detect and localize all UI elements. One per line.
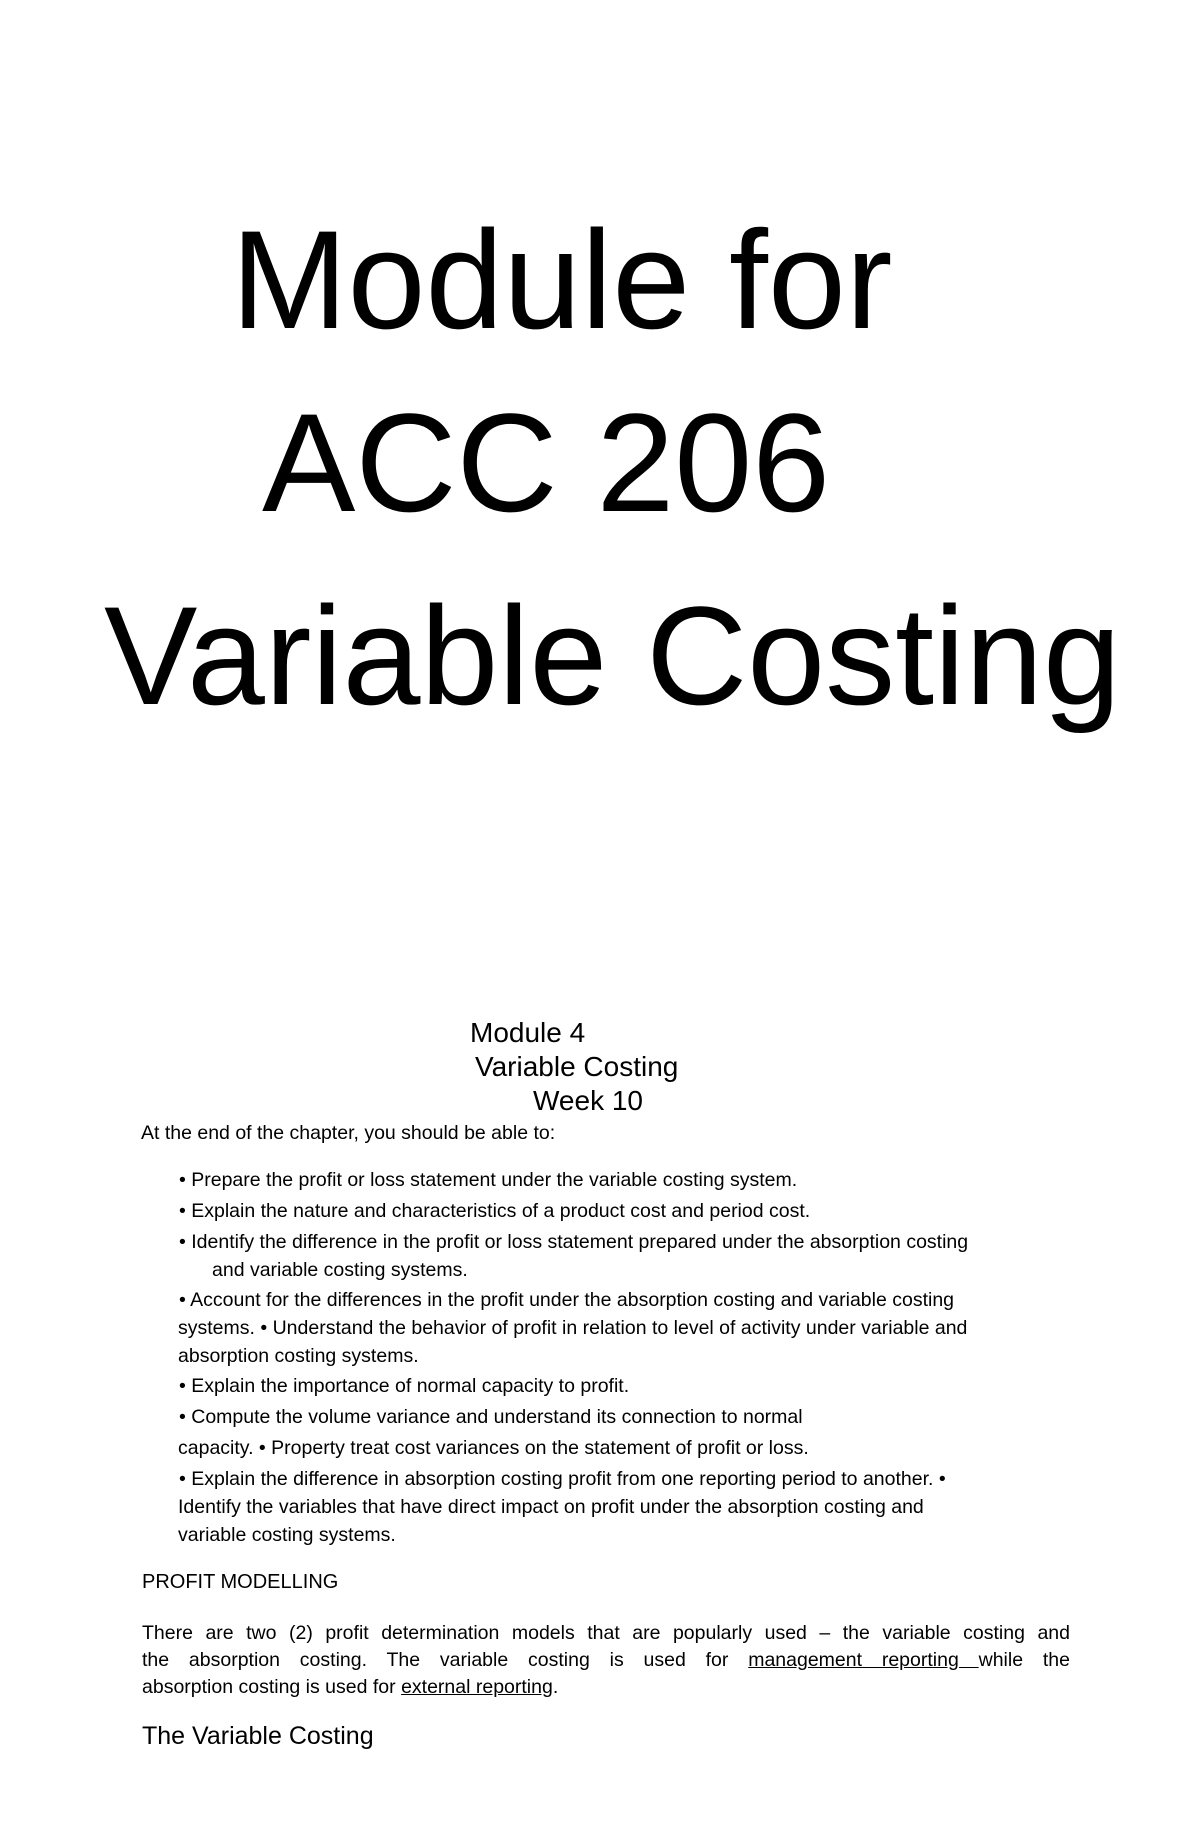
objective-item: • Compute the volume variance and understand its connection to normal <box>179 1406 803 1428</box>
objective-item-continued: and variable costing systems. <box>212 1259 468 1281</box>
cover-title-line-1: Module for <box>231 201 893 358</box>
cover-title-line-2: ACC 206 <box>262 384 831 541</box>
objective-item: • Identify the difference in the profit or loss statement prepared under the absorption costing <box>179 1231 969 1253</box>
objective-item: • Explain the nature and characteristics of a product cost and period cost. <box>179 1200 811 1222</box>
objective-item-continued: Identify the variables that have direct impact on profit under the absorption costing and <box>178 1496 924 1518</box>
paragraph-line-1: There are two (2) profit determination models that are popularly used – the variable costing and <box>142 1622 1070 1644</box>
objective-item-continued: variable costing systems. <box>178 1524 396 1546</box>
objectives-intro: At the end of the chapter, you should be able to: <box>141 1122 556 1144</box>
objective-item-continued: systems. • Understand the behavior of profit in relation to level of activity under variable and <box>178 1317 968 1339</box>
subsection-heading: The Variable Costing <box>142 1722 374 1750</box>
paragraph-text: absorption costing is used for <box>142 1676 402 1698</box>
module-week: Week 10 <box>533 1085 643 1116</box>
paragraph-line-3 <box>142 1674 1070 1701</box>
objective-item-continued: absorption costing systems. <box>178 1345 419 1367</box>
paragraph-text: . <box>552 1676 559 1698</box>
section-heading: PROFIT MODELLING <box>142 1571 339 1593</box>
objective-item: • Explain the difference in absorption costing profit from one reporting period to another. • <box>179 1468 946 1490</box>
paragraph-text: while the <box>978 1649 1070 1671</box>
module-number: Module 4 <box>470 1017 586 1048</box>
management-reporting-underlined: management reporting <box>748 1649 979 1671</box>
objective-item: • Account for the differences in the profit under the absorption costing and variable costing <box>179 1289 955 1311</box>
module-topic: Variable Costing <box>475 1051 679 1082</box>
objective-item-continued: capacity. • Property treat cost variances on the statement of profit or loss. <box>178 1437 809 1459</box>
paragraph-line-2 <box>142 1647 1070 1674</box>
paragraph-text: the absorption costing. The variable costing is used for <box>142 1649 749 1671</box>
cover-title-line-3: Variable Costing <box>104 577 1121 734</box>
external-reporting-underlined: external reporting <box>401 1676 553 1698</box>
objective-item: • Explain the importance of normal capacity to profit. <box>179 1375 630 1397</box>
objective-item: • Prepare the profit or loss statement under the variable costing system. <box>179 1169 798 1191</box>
